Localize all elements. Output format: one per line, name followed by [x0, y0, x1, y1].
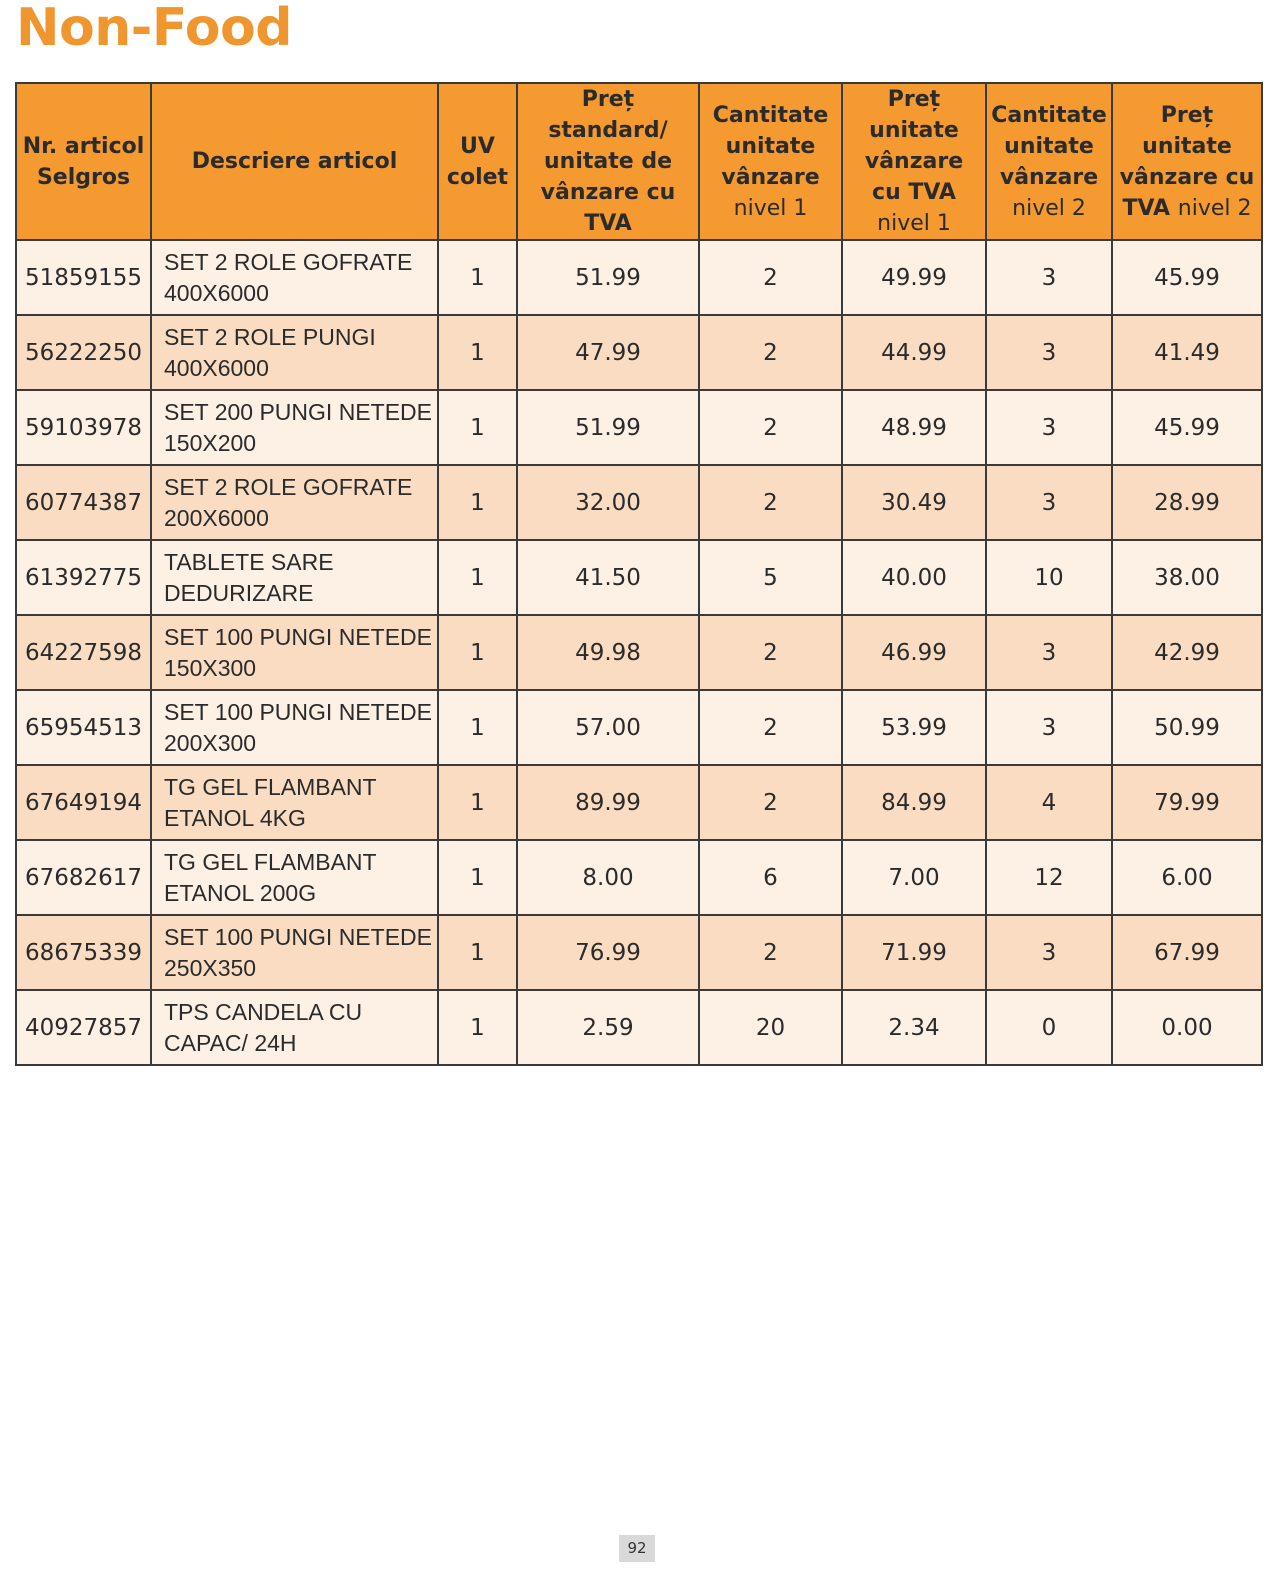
cell-nr-articol: 51859155 [16, 240, 151, 315]
cell-cantitate-nivel-1: 2 [699, 390, 842, 465]
cell-nr-articol: 60774387 [16, 465, 151, 540]
header-pret-nivel-2: Preț unitate vânzare cu TVA nivel 2 [1112, 83, 1262, 240]
cell-pret-standard: 32.00 [517, 465, 699, 540]
cell-pret-nivel-1: 46.99 [842, 615, 986, 690]
table-body [16, 240, 1262, 1065]
cell-cantitate-nivel-2: 3 [986, 240, 1112, 315]
cell-descriere: SET 200 PUNGI NETEDE 150X200 [151, 390, 438, 465]
cell-descriere: TG GEL FLAMBANT ETANOL 4KG [151, 765, 438, 840]
price-table [15, 82, 1263, 1066]
cell-nr-articol: 61392775 [16, 540, 151, 615]
cell-nr-articol: 68675339 [16, 915, 151, 990]
cell-cantitate-nivel-2: 12 [986, 840, 1112, 915]
cell-nr-articol: 40927857 [16, 990, 151, 1065]
cell-cantitate-nivel-2: 3 [986, 390, 1112, 465]
header-uv-colet: UV colet [438, 83, 517, 240]
cell-cantitate-nivel-1: 2 [699, 765, 842, 840]
header-pret-nivel-1: Preț unitate vânzare cu TVA nivel 1 [842, 83, 986, 240]
page-title: Non-Food [16, 0, 292, 58]
cell-pret-nivel-2: 79.99 [1112, 765, 1262, 840]
table-row [16, 615, 1262, 690]
cell-pret-nivel-2: 28.99 [1112, 465, 1262, 540]
cell-descriere: SET 100 PUNGI NETEDE 150X300 [151, 615, 438, 690]
cell-uv-colet: 1 [438, 240, 517, 315]
cell-pret-nivel-1: 40.00 [842, 540, 986, 615]
cell-nr-articol: 67682617 [16, 840, 151, 915]
cell-uv-colet: 1 [438, 840, 517, 915]
cell-pret-standard: 51.99 [517, 240, 699, 315]
cell-pret-nivel-2: 45.99 [1112, 240, 1262, 315]
table-row [16, 690, 1262, 765]
cell-nr-articol: 59103978 [16, 390, 151, 465]
cell-descriere: TPS CANDELA CU CAPAC/ 24H [151, 990, 438, 1065]
table-row [16, 990, 1262, 1065]
cell-pret-nivel-1: 48.99 [842, 390, 986, 465]
cell-pret-nivel-1: 7.00 [842, 840, 986, 915]
cell-pret-nivel-1: 84.99 [842, 765, 986, 840]
cell-nr-articol: 65954513 [16, 690, 151, 765]
cell-descriere: SET 100 PUNGI NETEDE 250X350 [151, 915, 438, 990]
cell-nr-articol: 67649194 [16, 765, 151, 840]
cell-uv-colet: 1 [438, 690, 517, 765]
cell-pret-nivel-1: 30.49 [842, 465, 986, 540]
cell-pret-nivel-2: 6.00 [1112, 840, 1262, 915]
cell-descriere: SET 2 ROLE GOFRATE 200X6000 [151, 465, 438, 540]
table-row [16, 915, 1262, 990]
cell-uv-colet: 1 [438, 540, 517, 615]
cell-cantitate-nivel-1: 2 [699, 315, 842, 390]
cell-pret-nivel-1: 44.99 [842, 315, 986, 390]
cell-pret-nivel-1: 2.34 [842, 990, 986, 1065]
table-row [16, 540, 1262, 615]
cell-descriere: TG GEL FLAMBANT ETANOL 200G [151, 840, 438, 915]
cell-cantitate-nivel-1: 2 [699, 915, 842, 990]
cell-pret-nivel-1: 53.99 [842, 690, 986, 765]
table-row [16, 465, 1262, 540]
header-cantitate-nivel-1: Cantitate unitate vânzare nivel 1 [699, 83, 842, 240]
table-row [16, 840, 1262, 915]
cell-cantitate-nivel-2: 3 [986, 615, 1112, 690]
cell-pret-nivel-2: 41.49 [1112, 315, 1262, 390]
cell-uv-colet: 1 [438, 465, 517, 540]
cell-pret-nivel-2: 45.99 [1112, 390, 1262, 465]
table-row [16, 390, 1262, 465]
cell-pret-standard: 49.98 [517, 615, 699, 690]
header-descriere: Descriere articol [151, 83, 438, 240]
cell-uv-colet: 1 [438, 315, 517, 390]
cell-cantitate-nivel-1: 5 [699, 540, 842, 615]
header-cantitate-nivel-2: Cantitate unitate vânzare nivel 2 [986, 83, 1112, 240]
cell-pret-nivel-2: 42.99 [1112, 615, 1262, 690]
cell-cantitate-nivel-2: 3 [986, 915, 1112, 990]
cell-nr-articol: 64227598 [16, 615, 151, 690]
cell-pret-nivel-1: 71.99 [842, 915, 986, 990]
cell-cantitate-nivel-1: 6 [699, 840, 842, 915]
cell-cantitate-nivel-1: 20 [699, 990, 842, 1065]
cell-cantitate-nivel-1: 2 [699, 240, 842, 315]
cell-cantitate-nivel-1: 2 [699, 615, 842, 690]
cell-cantitate-nivel-2: 10 [986, 540, 1112, 615]
table-row [16, 240, 1262, 315]
cell-pret-nivel-1: 49.99 [842, 240, 986, 315]
cell-descriere: TABLETE SARE DEDURIZARE [151, 540, 438, 615]
page-number: 92 [619, 1535, 655, 1562]
cell-cantitate-nivel-2: 3 [986, 465, 1112, 540]
cell-descriere: SET 2 ROLE GOFRATE 400X6000 [151, 240, 438, 315]
cell-pret-standard: 2.59 [517, 990, 699, 1065]
cell-pret-standard: 51.99 [517, 390, 699, 465]
cell-pret-standard: 76.99 [517, 915, 699, 990]
cell-descriere: SET 2 ROLE PUNGI 400X6000 [151, 315, 438, 390]
cell-cantitate-nivel-2: 4 [986, 765, 1112, 840]
cell-pret-standard: 41.50 [517, 540, 699, 615]
cell-cantitate-nivel-2: 3 [986, 315, 1112, 390]
cell-cantitate-nivel-1: 2 [699, 465, 842, 540]
cell-pret-nivel-2: 38.00 [1112, 540, 1262, 615]
cell-pret-nivel-2: 67.99 [1112, 915, 1262, 990]
table-row [16, 765, 1262, 840]
cell-cantitate-nivel-2: 3 [986, 690, 1112, 765]
cell-descriere: SET 100 PUNGI NETEDE 200X300 [151, 690, 438, 765]
price-table-container [15, 82, 1261, 1066]
cell-uv-colet: 1 [438, 915, 517, 990]
cell-uv-colet: 1 [438, 390, 517, 465]
cell-uv-colet: 1 [438, 615, 517, 690]
cell-pret-standard: 8.00 [517, 840, 699, 915]
header-nr-articol: Nr. articol Selgros [16, 83, 151, 240]
cell-pret-nivel-2: 0.00 [1112, 990, 1262, 1065]
cell-pret-standard: 47.99 [517, 315, 699, 390]
header-pret-standard: Preț standard/ unitate de vânzare cu TVA [517, 83, 699, 240]
table-header-row [16, 83, 1262, 240]
cell-cantitate-nivel-1: 2 [699, 690, 842, 765]
table-row [16, 315, 1262, 390]
cell-nr-articol: 56222250 [16, 315, 151, 390]
cell-pret-standard: 57.00 [517, 690, 699, 765]
cell-uv-colet: 1 [438, 990, 517, 1065]
cell-uv-colet: 1 [438, 765, 517, 840]
cell-cantitate-nivel-2: 0 [986, 990, 1112, 1065]
cell-pret-standard: 89.99 [517, 765, 699, 840]
cell-pret-nivel-2: 50.99 [1112, 690, 1262, 765]
